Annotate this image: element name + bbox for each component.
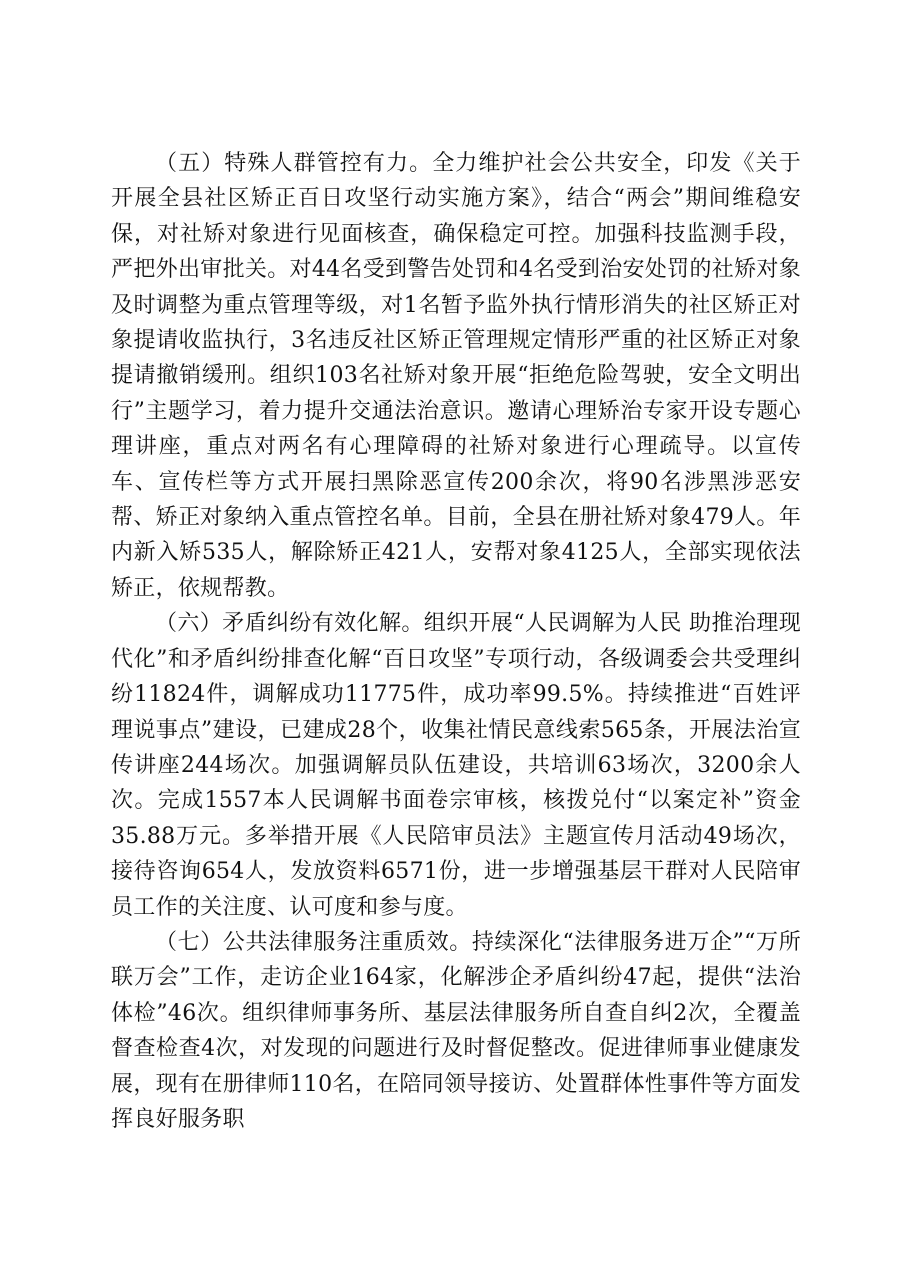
document-body <box>111 146 801 1137</box>
paragraph-legal-services: （七）公共法律服务注重质效。持续深化“法律服务进万企”“万所联万会”工作，走访企业164家，化解涉企矛盾纠纷47起，提供“法治体检”46次。组织律师事务所、基层法律服务所自查自纠2次，全覆盖督查检查4次，对发现的问题进行及时督促整改。促进律师事业健康发展，现有在册律师110名，在陪同领导接访、处置群体性事件等方面发挥良好服务职 <box>111 929 801 1132</box>
paragraph-dispute-resolution: （六）矛盾纠纷有效化解。组织开展“人民调解为人民 助推治理现代化”和矛盾纠纷排查化解“百日攻坚”专项行动，各级调委会共受理纠纷11824件，调解成功11775件，成功率99.5%。持续推进“百姓评理说事点”建设，已建成28个，收集社情民意线索565条，开展法治宣传讲座244场次。加强调解员队伍建设，共培训63场次，3200余人次。完成1557本人民调解书面卷宗审核，核拨兑付“以案定补”资金35.88万元。多举措开展《人民陪审员法》主题宣传月活动49场次，接待咨询654人，发放资料6571份，进一步增强基层干群对人民陪审员工作的关注度、认可度和参与度。 <box>111 611 801 920</box>
paragraph-special-groups: （五）特殊人群管控有力。全力维护社会公共安全，印发《关于开展全县社区矫正百日攻坚行动实施方案》，结合“两会”期间维稳安保，对社矫对象进行见面核查，确保稳定可控。加强科技监测手段，严把外出审批关。对44名受到警告处罚和4名受到治安处罚的社矫对象及时调整为重点管理等级，对1名暂予监外执行情形消失的社区矫正对象提请收监执行，3名违反社区矫正管理规定情形严重的社区矫正对象提请撤销缓刑。组织103名社矫对象开展“拒绝危险驾驶，安全文明出行”主题学习，着力提升交通法治意识。邀请心理矫治专家开设专题心理讲座，重点对两名有心理障碍的社矫对象进行心理疏导。以宣传车、宣传栏等方式开展扫黑除恶宣传200余次，将90名涉黑涉恶安帮、矫正对象纳入重点管控名单。目前，全县在册社矫对象479人。年内新入矫535人，解除矫正421人，安帮对象4125人，全部实现依法矫正，依规帮教。 <box>111 151 801 601</box>
